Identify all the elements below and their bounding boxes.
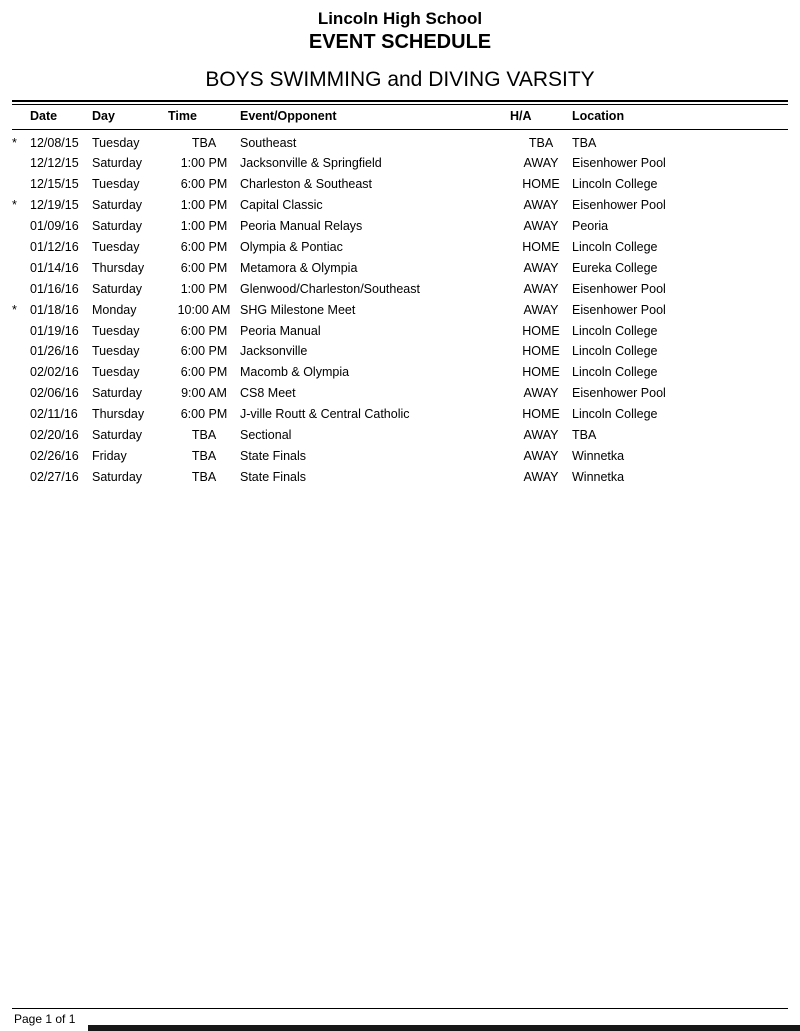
cell-day: Saturday <box>92 428 143 443</box>
cell-ha: HOME <box>522 323 560 338</box>
cell-location: TBA <box>572 428 597 443</box>
cell-time: 6:00 PM <box>180 365 228 380</box>
star-marker <box>12 153 30 174</box>
cell-event: Jacksonville & Springfield <box>240 156 382 171</box>
star-marker <box>12 320 30 341</box>
column-header-day: Day <box>92 105 168 130</box>
cell-date: 02/27/16 <box>30 469 79 484</box>
cell-ha: HOME <box>522 365 560 380</box>
cell-ha: HOME <box>522 407 560 422</box>
cell-time: TBA <box>191 448 217 463</box>
cell-location: Eisenhower Pool <box>572 386 666 401</box>
header-row <box>12 105 788 130</box>
column-header-time: Time <box>168 105 240 130</box>
cell-day: Tuesday <box>92 365 140 380</box>
cell-location: Winnetka <box>572 448 625 463</box>
cell-event: CS8 Meet <box>240 386 296 401</box>
cell-date: 01/12/16 <box>30 240 79 255</box>
star-marker: * <box>12 302 17 317</box>
table-row <box>12 362 788 383</box>
cell-location: Peoria <box>572 219 609 234</box>
cell-event: Glenwood/Charleston/Southeast <box>240 281 420 296</box>
cell-location: Lincoln College <box>572 177 658 192</box>
cell-event: Sectional <box>240 428 292 443</box>
cell-event: Macomb & Olympia <box>240 365 350 380</box>
cell-time: 6:00 PM <box>180 407 228 422</box>
column-header-date: Date <box>30 105 92 130</box>
cell-time: TBA <box>191 469 217 484</box>
cell-date: 01/26/16 <box>30 344 79 359</box>
cell-ha: AWAY <box>523 428 559 443</box>
table-row <box>12 278 788 299</box>
school-name: Lincoln High School <box>317 9 483 28</box>
cell-event: Charleston & Southeast <box>240 177 373 192</box>
cell-time: TBA <box>191 428 217 443</box>
footer-rule <box>12 1008 788 1009</box>
star-marker <box>12 404 30 425</box>
cell-location: Eisenhower Pool <box>572 281 666 296</box>
cell-ha: AWAY <box>523 386 559 401</box>
cell-date: 01/09/16 <box>30 219 79 234</box>
star-marker <box>12 466 30 487</box>
cell-date: 02/26/16 <box>30 448 79 463</box>
cell-day: Monday <box>92 302 137 317</box>
cell-event: Metamora & Olympia <box>240 260 358 275</box>
cell-location: Lincoln College <box>572 323 658 338</box>
cell-event: Southeast <box>240 135 297 150</box>
cell-ha: TBA <box>528 135 554 150</box>
cell-location: Eisenhower Pool <box>572 198 666 213</box>
cell-date: 12/12/15 <box>30 156 79 171</box>
star-marker <box>12 278 30 299</box>
cell-ha: AWAY <box>523 469 559 484</box>
cell-ha: AWAY <box>523 302 559 317</box>
cell-ha: AWAY <box>523 281 559 296</box>
cell-time: 1:00 PM <box>180 219 228 234</box>
cell-location: Eureka College <box>572 260 658 275</box>
cell-time: 9:00 AM <box>181 386 227 401</box>
page-number: Page 1 of 1 <box>14 1012 76 1026</box>
cell-event: Capital Classic <box>240 198 323 213</box>
cell-location: Eisenhower Pool <box>572 156 666 171</box>
table-row <box>12 299 788 320</box>
cell-date: 12/19/15 <box>30 198 79 213</box>
cell-day: Saturday <box>92 156 143 171</box>
star-marker <box>12 341 30 362</box>
schedule-subtitle: BOYS SWIMMING and DIVING VARSITY <box>205 68 595 92</box>
cell-event: Peoria Manual Relays <box>240 219 363 234</box>
cell-ha: AWAY <box>523 219 559 234</box>
cell-location: Lincoln College <box>572 240 658 255</box>
cell-day: Tuesday <box>92 135 140 150</box>
schedule-table <box>12 105 788 488</box>
column-header-event: Event/Opponent <box>240 105 510 130</box>
cell-ha: HOME <box>522 177 560 192</box>
table-row <box>12 257 788 278</box>
cell-day: Saturday <box>92 219 143 234</box>
cell-day: Tuesday <box>92 323 140 338</box>
cell-time: 10:00 AM <box>177 302 231 317</box>
star-marker <box>12 237 30 258</box>
star-marker: * <box>12 198 17 213</box>
cell-day: Thursday <box>92 407 145 422</box>
cell-event: Jacksonville <box>240 344 308 359</box>
cell-day: Thursday <box>92 260 145 275</box>
cell-date: 02/02/16 <box>30 365 79 380</box>
cell-time: TBA <box>191 135 217 150</box>
table-row <box>12 341 788 362</box>
cell-date: 02/20/16 <box>30 428 79 443</box>
cell-time: 1:00 PM <box>180 198 228 213</box>
cell-ha: HOME <box>522 240 560 255</box>
cell-event: State Finals <box>240 448 307 463</box>
document-header <box>0 0 800 93</box>
cell-date: 01/14/16 <box>30 260 79 275</box>
cell-event: J-ville Routt & Central Catholic <box>240 407 410 422</box>
bottom-bar <box>88 1025 800 1031</box>
star-marker <box>12 445 30 466</box>
table-row <box>12 195 788 216</box>
cell-day: Saturday <box>92 386 143 401</box>
cell-location: TBA <box>572 135 597 150</box>
cell-date: 01/16/16 <box>30 281 79 296</box>
table-row <box>12 320 788 341</box>
cell-date: 01/18/16 <box>30 302 79 317</box>
cell-date: 12/15/15 <box>30 177 79 192</box>
cell-date: 12/08/15 <box>30 135 79 150</box>
cell-day: Saturday <box>92 469 143 484</box>
table-row <box>12 466 788 487</box>
cell-day: Saturday <box>92 281 143 296</box>
cell-event: State Finals <box>240 469 307 484</box>
table-row <box>12 445 788 466</box>
table-row <box>12 216 788 237</box>
cell-ha: AWAY <box>523 156 559 171</box>
cell-day: Saturday <box>92 198 143 213</box>
cell-time: 6:00 PM <box>180 323 228 338</box>
star-marker <box>12 425 30 446</box>
cell-time: 6:00 PM <box>180 177 228 192</box>
cell-time: 6:00 PM <box>180 260 228 275</box>
cell-ha: AWAY <box>523 260 559 275</box>
star-marker <box>12 257 30 278</box>
cell-ha: AWAY <box>523 198 559 213</box>
star-marker <box>12 216 30 237</box>
cell-location: Lincoln College <box>572 407 658 422</box>
cell-event: SHG Milestone Meet <box>240 302 356 317</box>
star-marker: * <box>12 135 17 150</box>
cell-location: Winnetka <box>572 469 625 484</box>
cell-date: 02/06/16 <box>30 386 79 401</box>
column-header-star <box>12 105 30 130</box>
column-header-location: Location <box>572 105 788 130</box>
column-header-ha: H/A <box>510 105 572 130</box>
cell-day: Friday <box>92 448 127 463</box>
cell-event: Peoria Manual <box>240 323 321 338</box>
cell-day: Tuesday <box>92 240 140 255</box>
table-row <box>12 174 788 195</box>
cell-day: Tuesday <box>92 177 140 192</box>
table-row <box>12 237 788 258</box>
star-marker <box>12 383 30 404</box>
cell-location: Eisenhower Pool <box>572 302 666 317</box>
cell-event: Olympia & Pontiac <box>240 240 343 255</box>
table-row <box>12 425 788 446</box>
cell-date: 02/11/16 <box>30 407 78 422</box>
cell-location: Lincoln College <box>572 344 658 359</box>
cell-ha: HOME <box>522 344 560 359</box>
cell-ha: AWAY <box>523 448 559 463</box>
cell-time: 6:00 PM <box>180 240 228 255</box>
table-row <box>12 383 788 404</box>
table-row <box>12 153 788 174</box>
schedule-body <box>12 129 788 487</box>
table-row <box>12 404 788 425</box>
star-marker <box>12 174 30 195</box>
cell-time: 6:00 PM <box>180 344 228 359</box>
cell-date: 01/19/16 <box>30 323 79 338</box>
cell-time: 1:00 PM <box>180 281 228 296</box>
table-header <box>12 105 788 130</box>
star-marker <box>12 362 30 383</box>
cell-day: Tuesday <box>92 344 140 359</box>
cell-time: 1:00 PM <box>180 156 228 171</box>
cell-location: Lincoln College <box>572 365 658 380</box>
table-row <box>12 129 788 153</box>
page-title: EVENT SCHEDULE <box>308 31 492 54</box>
